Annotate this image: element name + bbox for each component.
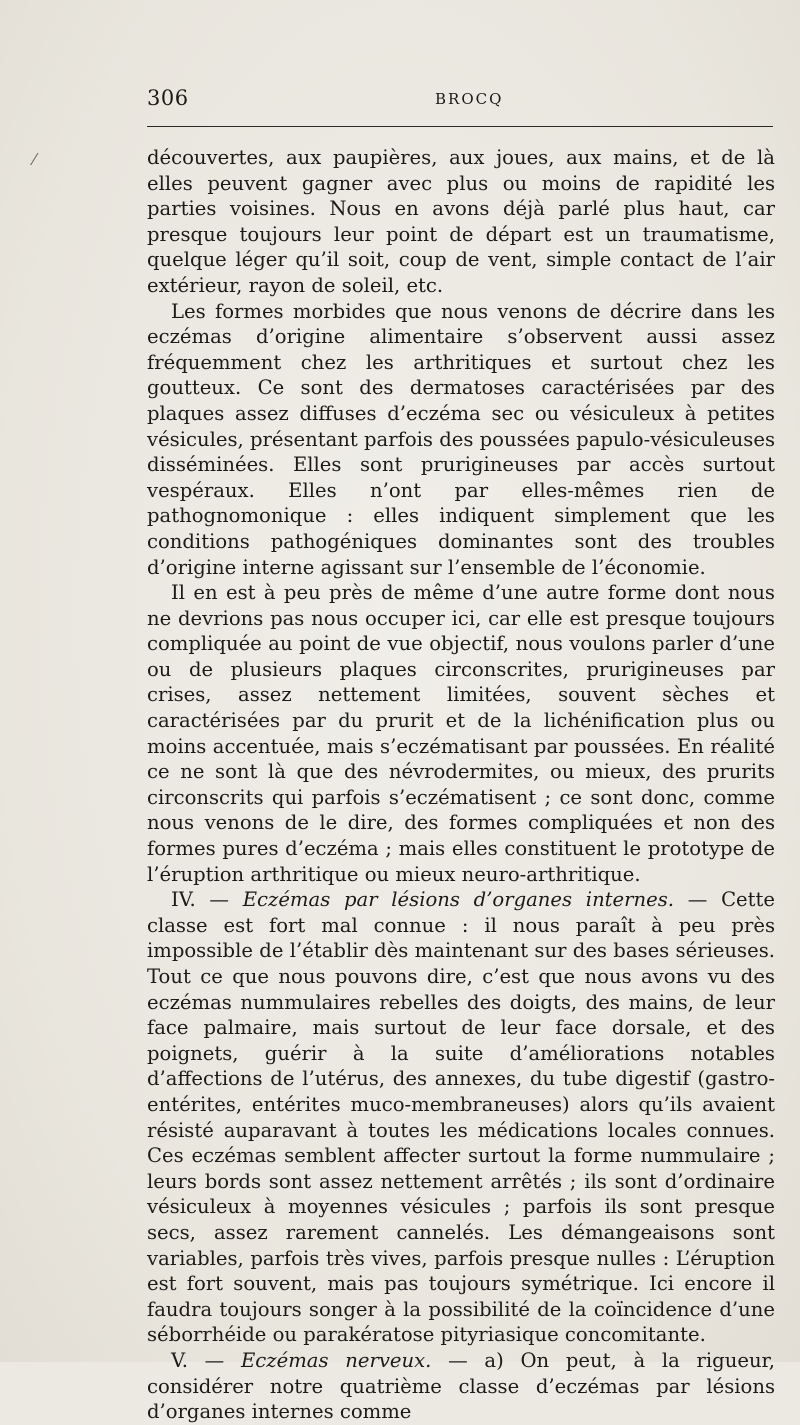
paragraph-1: découvertes, aux paupières, aux joues, aux mains, et de là elles peuvent gagner avec plus ou moins de rapidité les parties voisines. Nous en avons déjà parlé plus haut, car presque toujours leur point de départ est un traumatisme, quelque léger qu’il soit, coup de vent, simple contact de l’air extérieur, rayon de soleil, etc. [147,146,775,297]
margin-pencil-mark: ⁄ [33,150,36,169]
section-iv-number: IV. — [171,888,243,912]
section-v-number: V. — [171,1348,241,1372]
paragraph-3: Il en est à peu près de même d’une autre forme dont nous ne devrions pas nous occuper ici, car elle est presque toujours compliquée au point de vue objectif, nous voulons parler d’une ou de plusieurs plaques circonscrites, prurigineuses par crises, assez nettement limitées, souvent sèches et caractérisées par du prurit et de la lichénification plus ou moins accentuée, mais s’eczématisant par poussées. En réalité ce ne sont là que des névrodermites, ou mieux, des prurits circonscrits qui parfois s’eczématisent ; ce sont donc, comme nous venons de le dire, des formes compliquées et non des formes pures d’eczéma ; mais elles constituent le prototype de l’éruption arthritique ou mieux neuro-arthritique. [147,581,775,886]
section-v-text: — a) On peut, à la rigueur, considérer notre quatrième classe d’eczémas par lésions d’organes internes comme [147,1348,775,1424]
body-text [147,145,775,1425]
paragraph-4-section-iv [147,887,775,1348]
page-header [147,86,773,116]
section-iv-title: Eczémas par lésions d’organes internes. [242,888,675,912]
running-head: BROCQ [435,90,504,108]
paragraph-2: Les formes morbides que nous venons de décrire dans les eczémas d’origine alimentaire s’observent aussi assez fréquemment chez les arthritiques et surtout chez les goutteux. Ce sont des dermatoses caractérisées par des plaques assez diffuses d’eczéma sec ou vésiculeux à petites vésicules, présentant parfois des poussées papulo-vésiculeuses disséminées. Elles sont prurigineuses par accès surtout vespéraux. Elles n’ont par elles-mêmes rien de pathognomonique : elles indiquent simplement que les conditions pathogéniques dominantes sont des troubles d’origine interne agissant sur l’ensemble de l’économie. [147,299,775,579]
page-number: 306 [147,86,189,110]
section-iv-text: — Cette classe est fort mal connue : il nous paraît à peu près impossible de l’établir dès maintenant sur des bases sérieuses. Tout ce que nous pouvons dire, c’est que nous avons vu des eczémas nummulaires rebelles des doigts, des mains, de leur face palmaire, mais surtout de leur face dorsale, et des poignets, guérir à la suite d’améliorations notables d’affections de l’utérus, des annexes, du tube digestif (gastro-entérites, entérites muco-membraneuses) alors qu’ils avaient résisté auparavant à toutes les médications locales connues. Ces eczémas semblent affecter surtout la forme nummulaire ; leurs bords sont assez nettement arrêtés ; ils sont d’ordinaire vésiculeux à moyennes vésicules ; parfois ils sont presque secs, assez rarement cannelés. Les démangeaisons sont variables, parfois très vives, parfois presque nulles : L’éruption est fort souvent, mais pas toujours symétrique. Ici encore il faudra toujours songer à la possibilité de la coïncidence d’une séborrhéide ou parakératose pityriasique concomitante. [147,888,775,1347]
header-rule [147,126,773,127]
paragraph-5-section-v [147,1348,775,1425]
section-v-title: Eczémas nerveux. [241,1348,432,1372]
